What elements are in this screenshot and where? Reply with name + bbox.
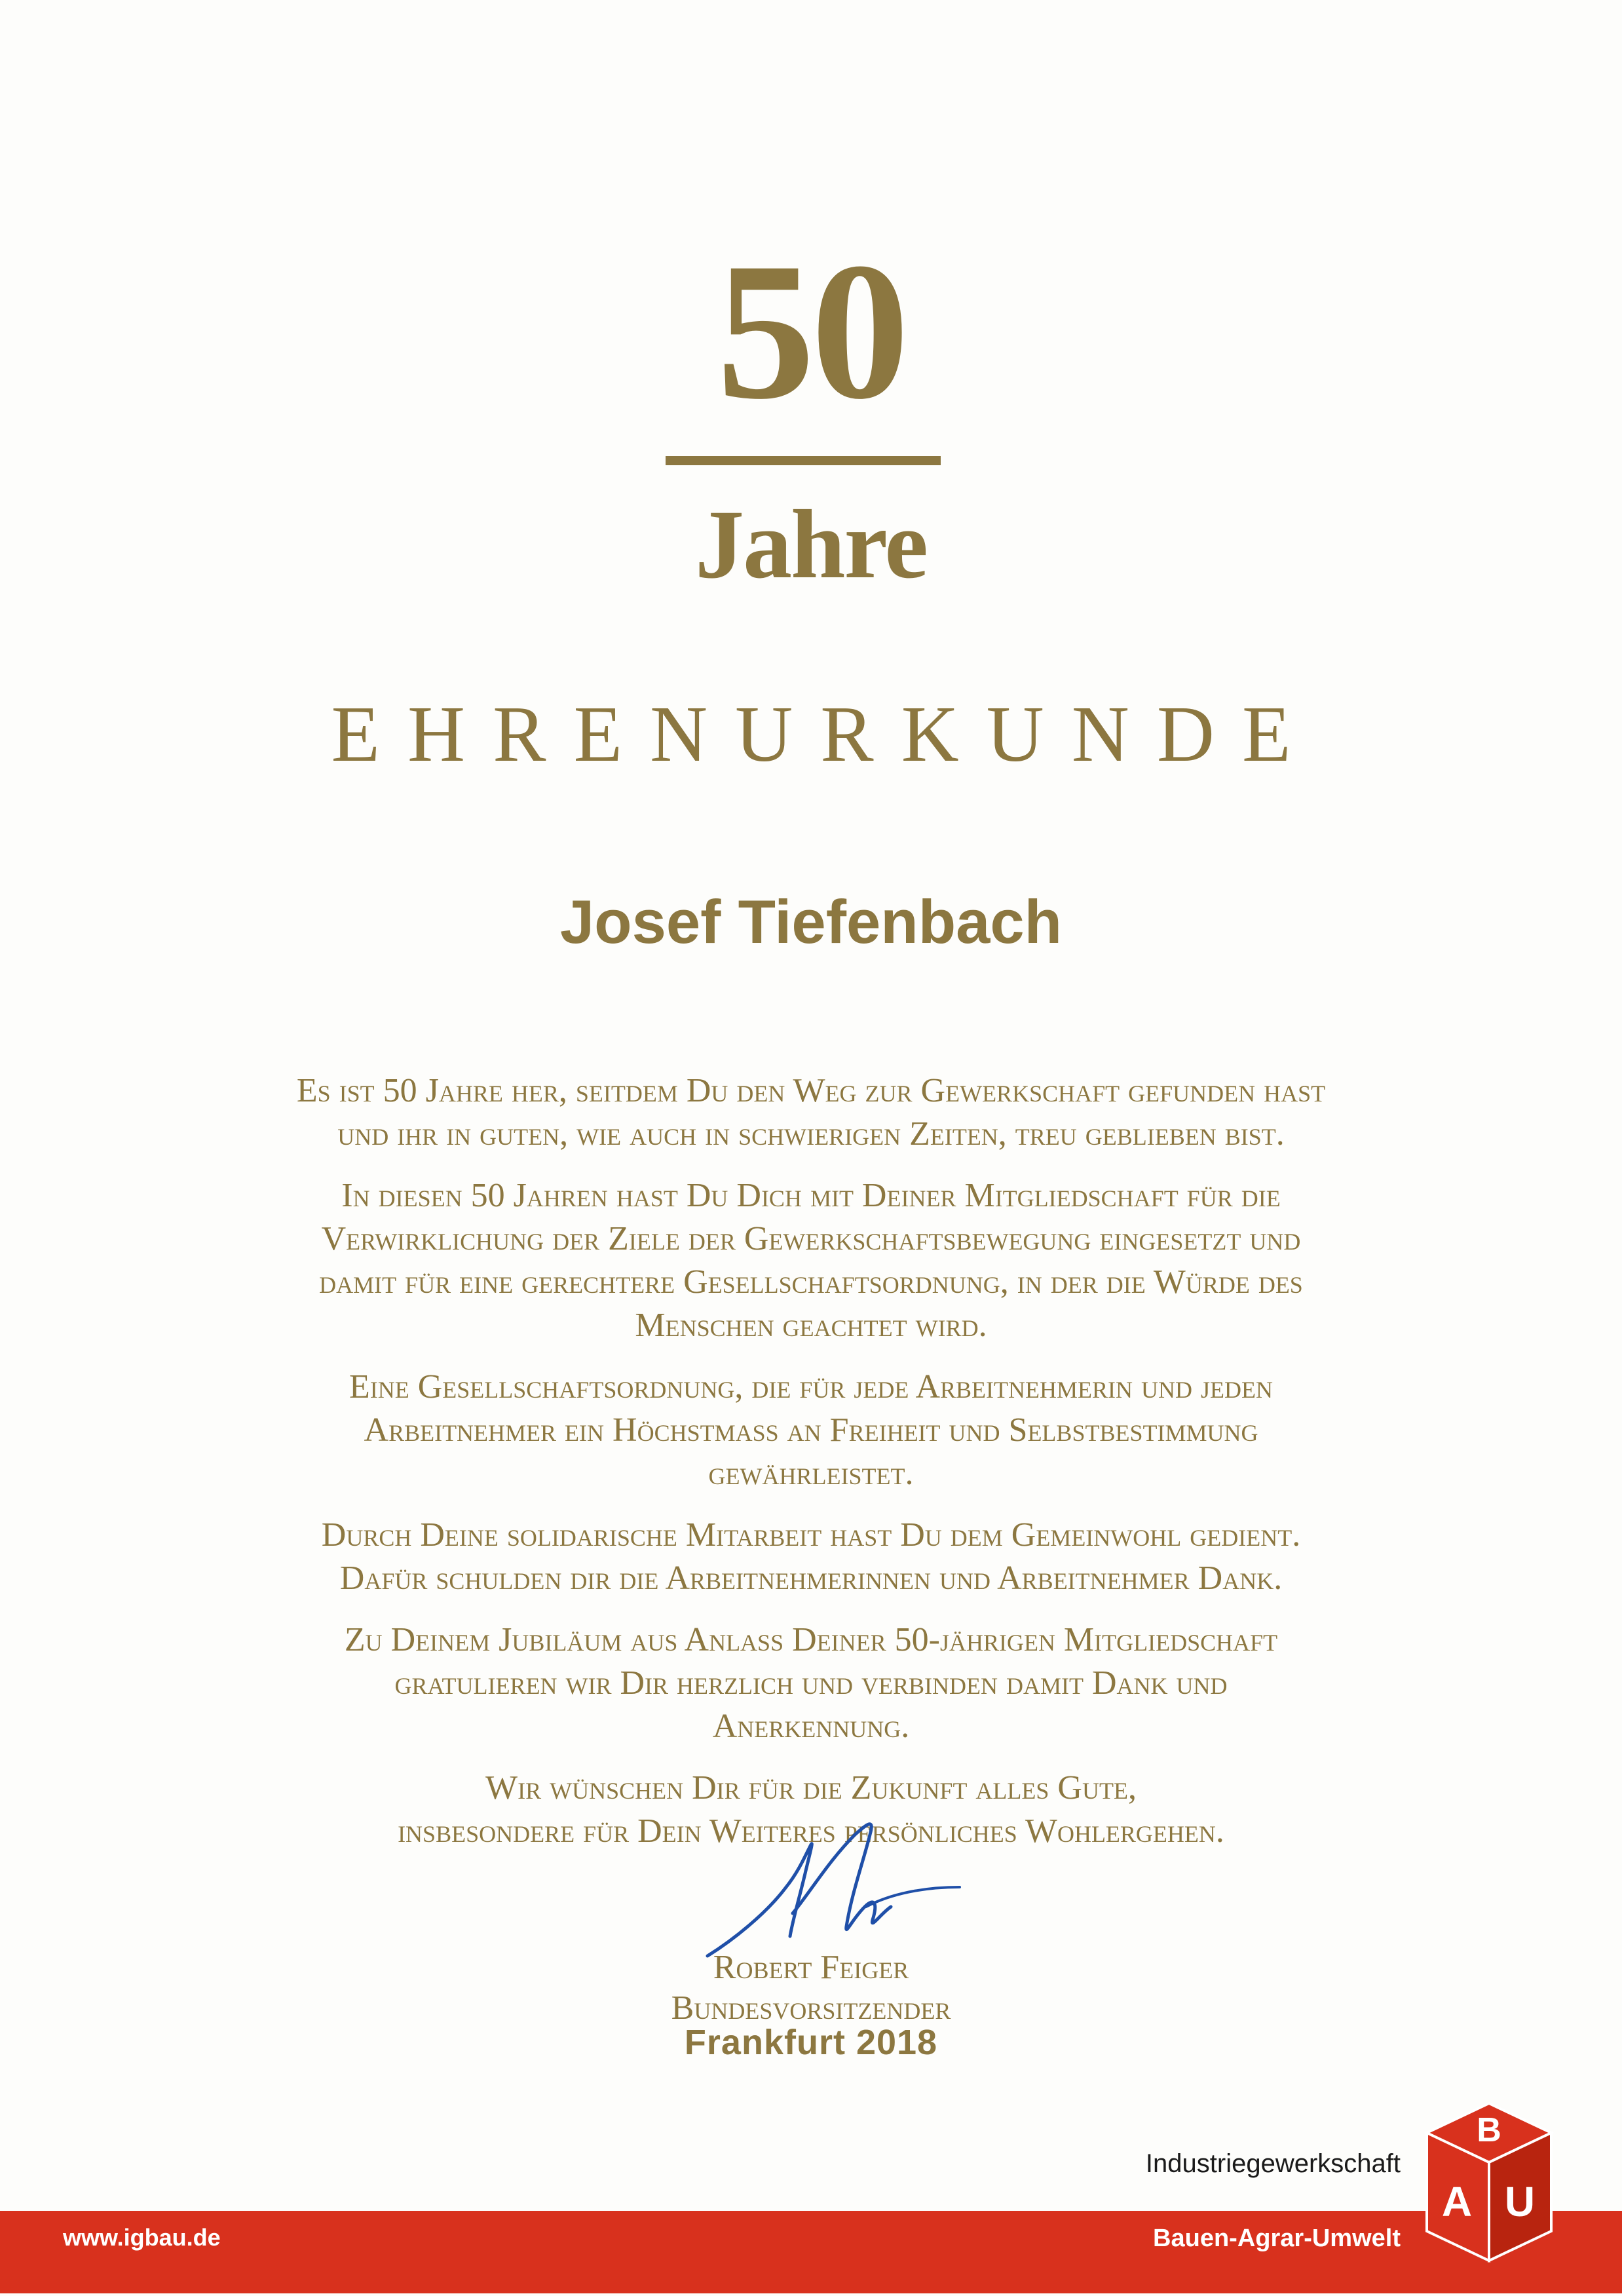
signer-name: Robert Feiger: [713, 1949, 909, 1986]
body-line: insbesondere für Dein Weiteres persönliches Wohlergehen.: [398, 1812, 1224, 1850]
body-paragraph: [157, 1069, 1465, 1156]
recipient-name: Josef Tiefenbach: [559, 887, 1063, 956]
certificate-body: [157, 1069, 1465, 1871]
body-line: Verwirklichung der Ziele der Gewerkschaftsbewegung eingesetzt und: [321, 1220, 1301, 1257]
place-and-date: Frankfurt 2018: [684, 2023, 938, 2062]
body-line: Eine Gesellschaftsordnung, die für jede Arbeitnehmerin und jeden: [349, 1368, 1273, 1406]
body-line: Anerkennung.: [712, 1708, 910, 1745]
body-line: gewährleistet.: [708, 1455, 914, 1492]
anniversary-number: 50: [717, 222, 905, 440]
body-paragraph: [157, 1366, 1465, 1495]
body-line: Menschen geachtet wird.: [635, 1307, 987, 1344]
body-paragraph: [157, 1174, 1465, 1347]
body-paragraph: [157, 1618, 1465, 1748]
body-line: gratulieren wir Dir herzlich und verbinden damit Dank und: [394, 1664, 1228, 1702]
body-line: Wir wünschen Dir für die Zukunft alles Gute,: [485, 1769, 1137, 1807]
body-line: Arbeitnehmer ein Höchstmaß an Freiheit und Selbstbestimmung: [364, 1411, 1258, 1449]
signer-block: [0, 1947, 1622, 2029]
years-label: Jahre: [695, 490, 927, 599]
svg-text:U: U: [1504, 2178, 1536, 2225]
body-line: Zu Deinem Jubiläum aus Anlass Deiner 50-jährigen Mitgliedschaft: [344, 1621, 1278, 1658]
body-line: damit für eine gerechtere Gesellschaftsordnung, in der die Würde des: [319, 1263, 1303, 1301]
union-name: Industriegewerkschaft: [1145, 2149, 1401, 2178]
certificate-title: EHRENURKUNDE: [331, 690, 1319, 778]
union-logo-icon: [1420, 2097, 1558, 2267]
website-link[interactable]: www.igbau.de: [63, 2224, 221, 2251]
body-line: und ihr in guten, wie auch in schwierigen Zeiten, treu geblieben bist.: [337, 1115, 1285, 1153]
body-paragraph: [157, 1514, 1465, 1600]
body-line: Dafür schulden dir die Arbeitnehmerinnen und Arbeitnehmer Dank.: [339, 1559, 1283, 1597]
body-line: Es ist 50 Jahre her, seitdem Du den Weg zur Gewerkschaft gefunden hast: [296, 1072, 1326, 1109]
body-line: In diesen 50 Jahren hast Du Dich mit Deiner Mitgliedschaft für die: [341, 1177, 1281, 1214]
signer-role: Bundesvorsitzender: [671, 1989, 951, 2027]
number-underline: [666, 456, 941, 465]
footer-bar: [0, 2211, 1622, 2293]
svg-text:A: A: [1441, 2178, 1473, 2225]
union-subtitle: Bauen-Agrar-Umwelt: [1153, 2225, 1401, 2252]
svg-text:B: B: [1477, 2111, 1501, 2149]
body-line: Durch Deine solidarische Mitarbeit hast Du dem Gemeinwohl gedient.: [321, 1516, 1301, 1554]
